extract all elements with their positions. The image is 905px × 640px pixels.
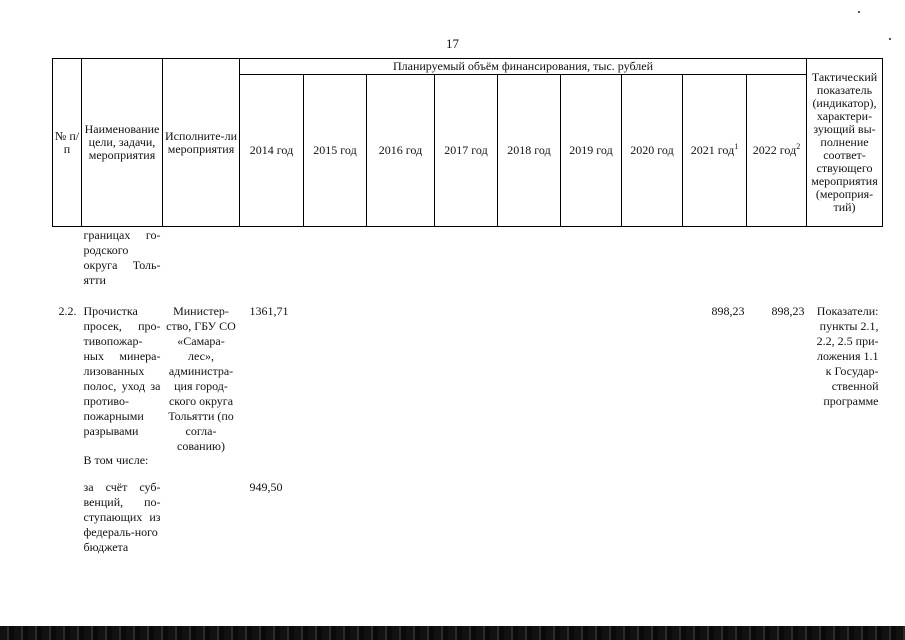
footnote-mark: 1 — [734, 142, 739, 151]
year-label: 2022 год — [752, 143, 797, 157]
table-row-2-2 — [53, 304, 883, 468]
header-year: 2016 год — [367, 75, 435, 227]
header-year: 2020 год — [622, 75, 683, 227]
row-name-cell — [82, 304, 163, 468]
row-number: 2.2. — [58, 304, 77, 318]
subvention-2021 — [683, 480, 747, 555]
subvention-2018 — [498, 480, 561, 555]
year-label: 2021 год — [690, 143, 735, 157]
subvention-2019 — [561, 480, 622, 555]
row-executors: Министер-ство, ГБУ СО «Самара-лес», администра-ция город-ского округа Тольятти (по согла-сованию) — [166, 304, 236, 453]
header-year: 2017 год — [435, 75, 498, 227]
scan-edge-bar — [0, 626, 905, 640]
row-indicator: Показатели: пункты 2.1, 2.2, 2.5 при-ложения 1.1 к Государ-ственной программе — [816, 304, 879, 408]
subvention-name: за счёт суб-венций, по-ступающих из федераль-ного бюджета — [83, 480, 161, 554]
value-2019 — [561, 304, 622, 468]
subvention-2015 — [304, 480, 367, 555]
subvention-2014: 949,50 — [249, 480, 283, 494]
row-name: Прочистка просек, про-тивопожар-ных минера-лизованных полос, уход за противо-пожарными разрывами — [83, 304, 161, 438]
value-2021: 898,23 — [711, 304, 745, 318]
subvention-2020 — [622, 480, 683, 555]
header-year-2021 — [683, 75, 747, 227]
header-year: 2018 год — [498, 75, 561, 227]
subvention-2022 — [747, 480, 807, 555]
header-year: 2015 год — [304, 75, 367, 227]
value-2015 — [304, 304, 367, 468]
page-number: 17 — [446, 36, 459, 51]
financing-table — [52, 58, 883, 555]
subvention-2016 — [367, 480, 435, 555]
header-year: 2014 год — [240, 75, 304, 227]
value-2014: 1361,71 — [249, 304, 289, 318]
table-row-continuation — [53, 227, 883, 289]
header-indicator: Тактический показатель (индикатор), характери-зующий вы-полнение соответ-ствующего мероприятия (мероприя-тий) — [807, 59, 883, 227]
row-name-note: В том числе: — [83, 453, 149, 467]
table-row-subvention — [53, 480, 883, 555]
header-executors: Исполните-ли мероприятия — [163, 59, 240, 227]
value-2018 — [498, 304, 561, 468]
footnote-mark: 2 — [796, 142, 801, 151]
scan-speck — [858, 11, 860, 13]
subvention-2017 — [435, 480, 498, 555]
header-year: 2019 год — [561, 75, 622, 227]
header-name: Наименование цели, задачи, мероприятия — [82, 59, 163, 227]
value-2016 — [367, 304, 435, 468]
value-2020 — [622, 304, 683, 468]
header-year-2022 — [747, 75, 807, 227]
value-2022: 898,23 — [771, 304, 805, 318]
header-num: № п/п — [53, 59, 82, 227]
name-continuation: границах го-родского округа Толь-ятти — [83, 228, 161, 287]
value-2017 — [435, 304, 498, 468]
header-financing: Планируемый объём финансирования, тыс. рублей — [240, 59, 807, 75]
